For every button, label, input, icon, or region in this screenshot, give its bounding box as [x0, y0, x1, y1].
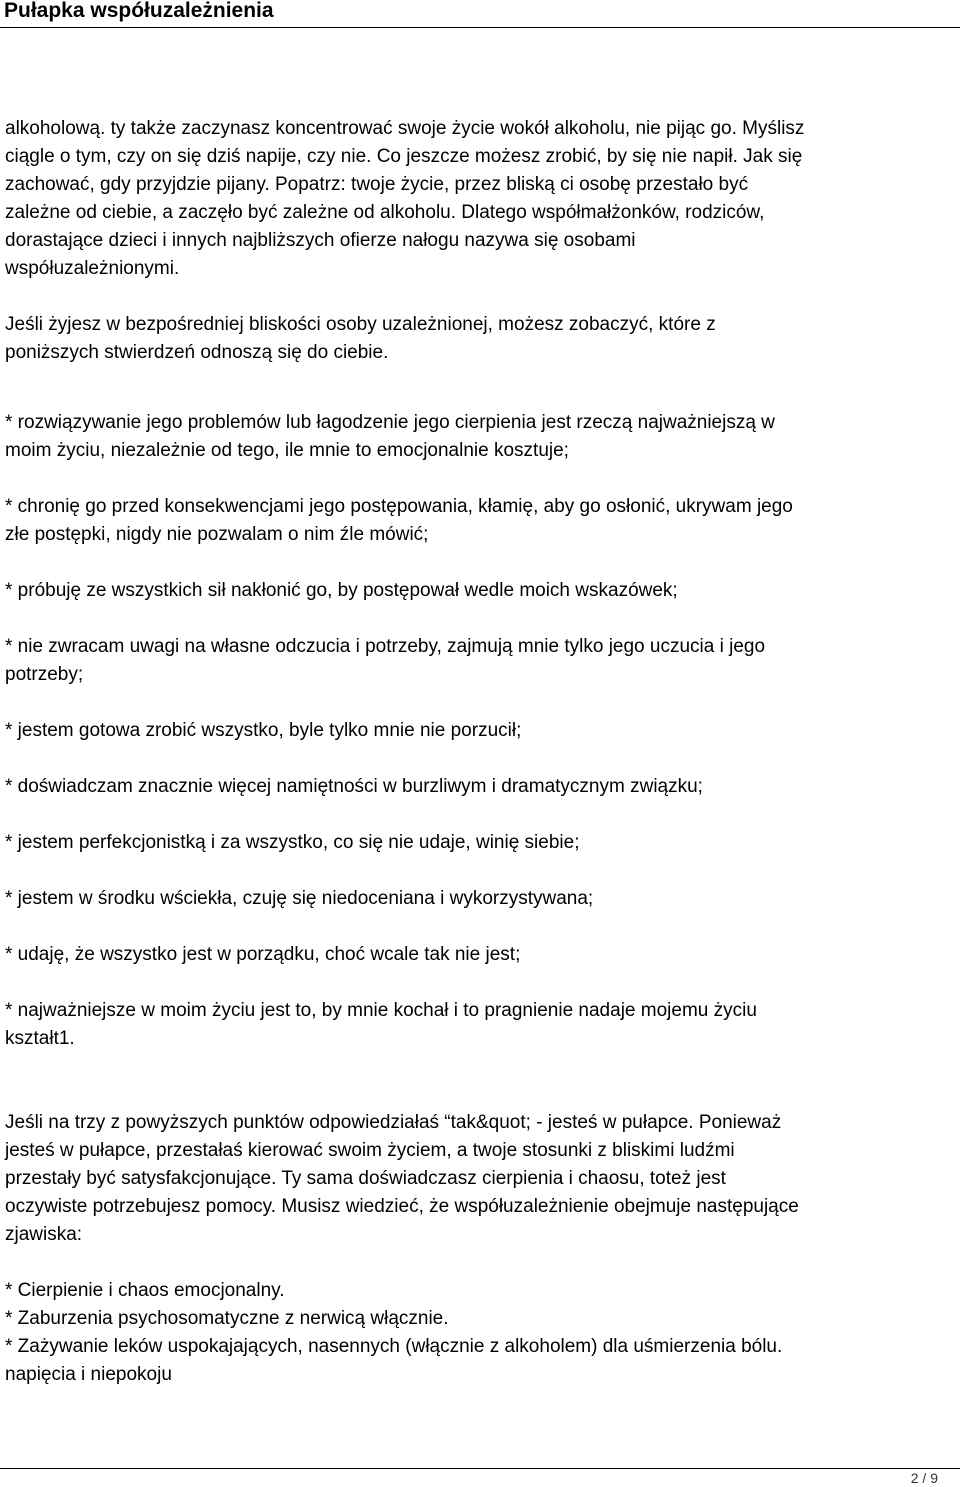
- text-line: moim życiu, niezależnie od tego, ile mnie to emocjonalnie kosztuje;: [5, 440, 569, 461]
- page-header: [0, 0, 960, 28]
- text-line: * jestem perfekcjonistką i za wszystko, co się nie udaje, winię siebie;: [5, 832, 580, 853]
- list-item: napięcia i niepokoju: [5, 1364, 172, 1385]
- phenomena-list: [5, 1277, 955, 1389]
- text-line: zachować, gdy przyjdzie pijany. Popatrz: twoje życie, przez bliską ci osobę przestało być: [5, 174, 749, 195]
- footer-divider: [0, 1468, 960, 1469]
- statement-item: [5, 829, 955, 857]
- statement-item: [5, 493, 955, 549]
- statement-item: [5, 773, 955, 801]
- statement-item: [5, 941, 955, 969]
- text-line: zjawiska:: [5, 1224, 83, 1245]
- text-line: potrzeby;: [5, 664, 84, 685]
- text-line: * jestem w środku wściekła, czuję się niedoceniana i wykorzystywana;: [5, 888, 594, 909]
- text-line: * najważniejsze w moim życiu jest to, by mnie kochał i to pragnienie nadaje mojemu życiu: [5, 1000, 757, 1021]
- statement-item: [5, 885, 955, 913]
- text-line: * doświadczam znacznie więcej namiętności w burzliwym i dramatycznym związku;: [5, 776, 703, 797]
- text-line: zależne od ciebie, a zaczęło być zależne od alkoholu. Dlatego współmałżonków, rodziców,: [5, 202, 765, 223]
- text-line: * próbuję ze wszystkich sił nakłonić go, by postępował wedle moich wskazówek;: [5, 580, 678, 601]
- intro-paragraph: [5, 115, 955, 283]
- text-line: przestały być satysfakcjonujące. Ty sama doświadczasz cierpienia i chaosu, toteż jest: [5, 1168, 726, 1189]
- text-line: * udaję, że wszystko jest w porządku, choć wcale tak nie jest;: [5, 944, 521, 965]
- statement-item: [5, 717, 955, 745]
- statement-item: [5, 633, 955, 689]
- document-title: Pułapka współuzależnienia: [4, 0, 274, 22]
- text-line: ciągle o tym, czy on się dziś napije, czy nie. Co jeszcze możesz zrobić, by się nie napił. Jak się: [5, 146, 803, 167]
- document-body: [5, 115, 955, 1389]
- conclusion-paragraph: [5, 1109, 955, 1249]
- text-line: dorastające dzieci i innych najbliższych ofierze nałogu nazywa się osobami: [5, 230, 636, 251]
- text-line: Jeśli na trzy z powyższych punktów odpowiedziałaś “tak&quot; - jesteś w pułapce. Ponieważ: [5, 1112, 782, 1133]
- text-line: * chronię go przed konsekwencjami jego postępowania, kłamię, aby go osłonić, ukrywam jego: [5, 496, 793, 517]
- statement-item: [5, 409, 955, 465]
- text-line: jesteś w pułapce, przestałaś kierować swoim życiem, a twoje stosunki z bliskimi ludźmi: [5, 1140, 735, 1161]
- list-item: * Cierpienie i chaos emocjonalny.: [5, 1280, 285, 1301]
- lead-paragraph: [5, 311, 955, 367]
- text-line: współuzależnionymi.: [5, 258, 180, 279]
- statement-item: [5, 577, 955, 605]
- list-item: * Zaburzenia psychosomatyczne z nerwicą włącznie.: [5, 1308, 449, 1329]
- text-line: Jeśli żyjesz w bezpośredniej bliskości osoby uzależnionej, możesz zobaczyć, które z: [5, 314, 716, 335]
- text-line: kształt1.: [5, 1028, 75, 1049]
- text-line: złe postępki, nigdy nie pozwalam o nim źle mówić;: [5, 524, 429, 545]
- text-line: poniższych stwierdzeń odnoszą się do ciebie.: [5, 342, 389, 363]
- text-line: oczywiste potrzebujesz pomocy. Musisz wiedzieć, że współuzależnienie obejmuje następujące: [5, 1196, 799, 1217]
- text-line: * rozwiązywanie jego problemów lub łagodzenie jego cierpienia jest rzeczą najważniejszą w: [5, 412, 775, 433]
- page-number: 2 / 9: [910, 1470, 938, 1486]
- text-line: * jestem gotowa zrobić wszystko, byle tylko mnie nie porzucił;: [5, 720, 522, 741]
- statement-item: [5, 997, 955, 1053]
- text-line: alkoholową. ty także zaczynasz koncentrować swoje życie wokół alkoholu, nie pijąc go. Myślisz: [5, 118, 805, 139]
- text-line: * nie zwracam uwagi na własne odczucia i potrzeby, zajmują mnie tylko jego uczucia i jego: [5, 636, 766, 657]
- list-item: * Zażywanie leków uspokajających, nasennych (włącznie z alkoholem) dla uśmierzenia bólu.: [5, 1336, 783, 1357]
